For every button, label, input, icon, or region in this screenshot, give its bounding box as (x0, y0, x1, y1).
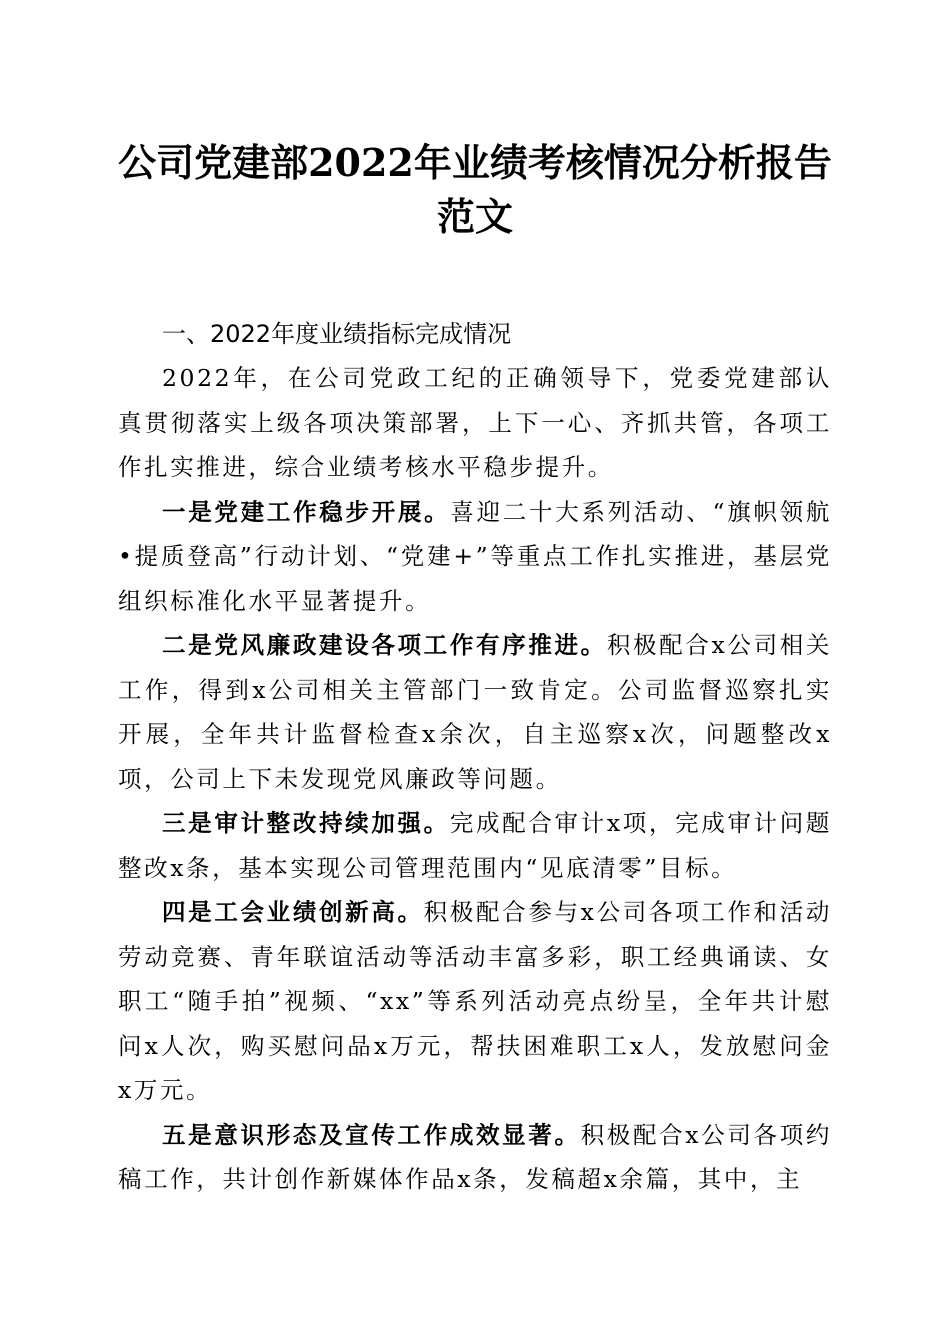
item-paragraph-3 (118, 801, 832, 890)
intro-paragraph: 2022年，在公司党政工纪的正确领导下，党委党建部认真贯彻落实上级各项决策部署，上下一心、齐抓共管，各项工作扎实推进，综合业绩考核水平稳步提升。 (118, 364, 832, 481)
item-text-4: 积极配合参与x公司各项工作和活动劳动竞赛、青年联谊活动等活动丰富多彩，职工经典诵读、女职工“随手拍”视频、“xx”等系列活动亮点纷呈，全年共计慰问x人次，购买慰问品x万元，帮扶困难职工x人，发放慰问金x万元。 (118, 898, 832, 1104)
item-lead-5: 五是意识形态及宣传工作成效显著。 (162, 1120, 581, 1149)
item-text-3: 完成配合审计x项，完成审计问题整改x条，基本实现公司管理范围内“见底清零”目标。 (118, 809, 832, 882)
item-paragraph-1 (118, 490, 832, 624)
item-paragraph-2 (118, 623, 832, 801)
item-text-5: 积极配合x公司各项约稿工作，共计创作新媒体作品x条，发稿超x余篇，其中，主 (118, 1120, 832, 1193)
item-paragraph-4 (118, 890, 832, 1113)
item-lead-1: 一是党建工作稳步开展。 (162, 497, 451, 526)
item-text-2: 积极配合x公司相关工作，得到x公司相关主管部门一致肯定。公司监督巡察扎实开展，全年共计监督检查x余次，自主巡察x次，问题整改x项，公司上下未发现党风廉政等问题。 (118, 631, 833, 793)
item-lead-2: 二是党风廉政建设各项工作有序推进。 (162, 631, 607, 659)
section-heading: 一、2022年度业绩指标完成情况 (162, 320, 512, 348)
document-title: 公司党建部2022年业绩考核情况分析报告范文 (118, 140, 832, 239)
item-paragraph-5 (118, 1113, 832, 1202)
item-lead-3: 三是审计整改持续加强。 (162, 809, 450, 837)
item-lead-4: 四是工会业绩创新高。 (162, 898, 424, 926)
item-text-1: 喜迎二十大系列活动、“旗帜领航•提质登高”行动计划、“党建+”等重点工作扎实推进，基层党组织标准化水平显著提升。 (118, 497, 832, 615)
